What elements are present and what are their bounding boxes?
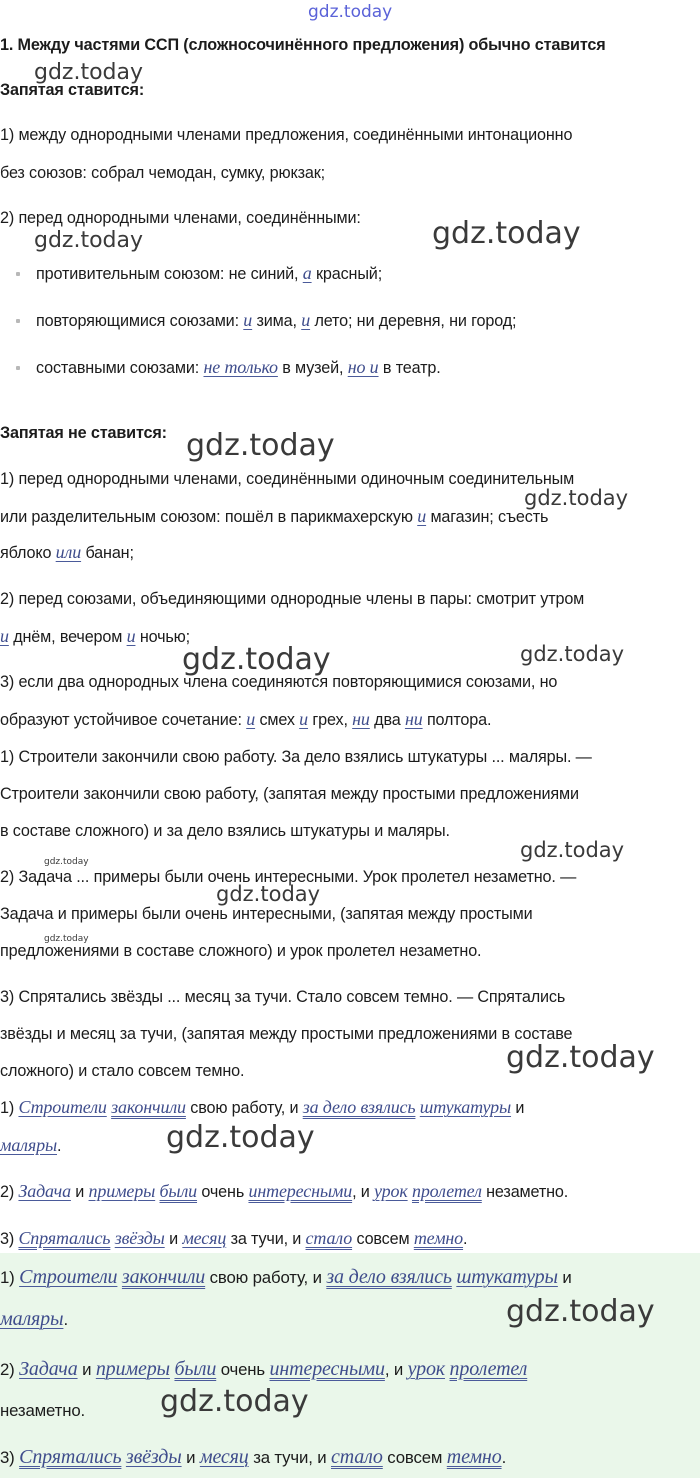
- number: 2): [0, 1183, 15, 1201]
- predicate: интересными: [248, 1181, 353, 1201]
- rule-not-1b: [0, 505, 700, 528]
- union: и: [417, 506, 427, 526]
- answer-1-line-2: Строители закончили свою работу, (запятая между простыми предложениями: [0, 785, 579, 803]
- rule-used-1b: без союзов: собрал чемодан, сумку, рюкзак;: [0, 164, 325, 182]
- subject: штукатуры: [419, 1097, 512, 1117]
- number: 1): [0, 1268, 15, 1287]
- predicate: закончили: [111, 1097, 186, 1117]
- bullet: [16, 272, 20, 276]
- watermark: gdz.today: [182, 642, 331, 677]
- text: совсем: [356, 1230, 410, 1248]
- predicate: стало: [330, 1446, 383, 1468]
- text: два: [374, 711, 401, 729]
- answer-1-line-3: в составе сложного) и за дело взялись штукатуры и маляры.: [0, 822, 450, 840]
- text: в музей,: [282, 359, 344, 377]
- predicate: за дело взялись: [302, 1097, 416, 1117]
- number: 3): [0, 1448, 15, 1467]
- union: а: [302, 263, 312, 283]
- watermark: gdz.today: [166, 1120, 315, 1155]
- union: не только: [203, 357, 278, 377]
- text: за тучи, и: [230, 1230, 302, 1248]
- answer-3-line-1: 3) Спрятались звёзды ... месяц за тучи. Стало совсем темно. — Спрятались: [0, 988, 566, 1006]
- text: составными союзами:: [36, 359, 200, 377]
- bullet-item-3: [36, 356, 700, 379]
- text: .: [501, 1448, 507, 1467]
- subject: Строители: [18, 1097, 107, 1117]
- predicate: пролетел: [411, 1181, 482, 1201]
- subject: штукатуры: [456, 1266, 558, 1288]
- text: и: [515, 1099, 525, 1117]
- watermark: gdz.today: [34, 60, 144, 85]
- union: и: [301, 310, 311, 330]
- text: и: [169, 1230, 178, 1248]
- parsed-sentence-2: [0, 1180, 700, 1203]
- predicate: были: [174, 1358, 217, 1380]
- rule-used-2: 2) перед однородными членами, соединёнными:: [0, 209, 361, 227]
- rule-not-1a: 1) перед однородными членами, соединёнными одиночным соединительным: [0, 470, 575, 488]
- predicate: Спрятались: [18, 1228, 111, 1248]
- union: или: [55, 542, 82, 562]
- subject: примеры: [88, 1181, 156, 1201]
- watermark: gdz.today: [216, 882, 321, 906]
- union: и: [299, 709, 309, 729]
- predicate: темно: [446, 1446, 502, 1468]
- text: днём, вечером: [13, 628, 123, 646]
- text: в театр.: [382, 359, 441, 377]
- union: и: [0, 626, 9, 646]
- union: и: [246, 709, 256, 729]
- text: свою работу, и: [209, 1268, 322, 1287]
- watermark: gdz.today: [520, 642, 625, 666]
- answer-2-line-3: предложениями в составе сложного) и урок пролетел незаметно.: [0, 942, 482, 960]
- text: .: [57, 1137, 62, 1155]
- text: очень: [220, 1360, 266, 1379]
- bullet-item-2: [36, 309, 700, 332]
- text: магазин; съесть: [430, 508, 549, 526]
- green-sentence-2-cont: незаметно.: [0, 1401, 86, 1420]
- subject: маляры: [0, 1308, 64, 1330]
- text: и: [75, 1183, 85, 1201]
- subject: месяц: [182, 1228, 227, 1248]
- predicate: были: [159, 1181, 198, 1201]
- watermark: gdz.today: [506, 1040, 655, 1075]
- bullet: [16, 366, 20, 370]
- watermark: gdz.today: [160, 1384, 309, 1419]
- watermark: gdz.today: [44, 857, 89, 867]
- watermark: gdz.today: [308, 2, 393, 22]
- subject: звёзды: [125, 1446, 182, 1468]
- text: и: [186, 1448, 196, 1467]
- predicate: закончили: [121, 1266, 206, 1288]
- watermark: gdz.today: [432, 216, 581, 251]
- predicate: Спрятались: [19, 1446, 122, 1468]
- subject: урок: [407, 1358, 446, 1380]
- text: незаметно.: [486, 1183, 569, 1201]
- text: , и: [352, 1183, 370, 1201]
- number: 3): [0, 1230, 15, 1248]
- text: образуют устойчивое сочетание:: [0, 711, 242, 729]
- text: противительным союзом: не синий,: [36, 265, 299, 283]
- number: 2): [0, 1360, 15, 1379]
- watermark: gdz.today: [186, 428, 335, 463]
- text: очень: [201, 1183, 245, 1201]
- answer-3-line-2: звёзды и месяц за тучи, (запятая между простыми предложениями в составе: [0, 1025, 573, 1043]
- text: яблоко: [0, 544, 52, 562]
- subject: урок: [374, 1181, 408, 1201]
- answer-3-line-3: сложного) и стало совсем темно.: [0, 1062, 245, 1080]
- number: 1): [0, 1099, 15, 1117]
- text: банан;: [85, 544, 134, 562]
- union: ни: [404, 709, 423, 729]
- watermark: gdz.today: [34, 228, 144, 253]
- green-sentence-2: [0, 1358, 700, 1381]
- green-sentence-3: [0, 1446, 700, 1469]
- text: ночью;: [139, 628, 191, 646]
- text: и: [562, 1268, 572, 1287]
- text: и: [82, 1360, 92, 1379]
- subject: маляры: [0, 1135, 57, 1155]
- rule-not-1c: [0, 541, 700, 564]
- green-sentence-1-cont: [0, 1308, 700, 1331]
- text: смех: [259, 711, 295, 729]
- text: совсем: [387, 1448, 443, 1467]
- predicate: пролетел: [449, 1358, 528, 1380]
- predicate: стало: [305, 1228, 353, 1248]
- bullet: [16, 319, 20, 323]
- subject: Задача: [18, 1181, 71, 1201]
- text: , и: [384, 1360, 404, 1379]
- text: полтора.: [426, 711, 492, 729]
- text: красный;: [315, 265, 383, 283]
- text: за тучи, и: [253, 1448, 327, 1467]
- watermark: gdz.today: [506, 1294, 655, 1329]
- parsed-sentence-1: [0, 1096, 700, 1119]
- parsed-sentence-1-cont: [0, 1134, 700, 1157]
- predicate: за дело взялись: [326, 1266, 452, 1288]
- text: грех,: [312, 711, 348, 729]
- union: но и: [347, 357, 379, 377]
- text: .: [63, 1310, 68, 1329]
- parsed-sentence-3: [0, 1227, 700, 1250]
- text: лето; ни деревня, ни город;: [314, 312, 517, 330]
- subject: примеры: [95, 1358, 170, 1380]
- text: .: [463, 1230, 468, 1248]
- subject: месяц: [199, 1446, 249, 1468]
- rule-not-2a: 2) перед союзами, объединяющими однородные члены в пары: смотрит утром: [0, 590, 585, 608]
- watermark: gdz.today: [520, 838, 625, 862]
- predicate: интересными: [269, 1358, 385, 1380]
- comma-not-used-title: Запятая не ставится:: [0, 424, 167, 442]
- union: и: [243, 310, 253, 330]
- subject: звёзды: [114, 1228, 165, 1248]
- rule-not-3a: 3) если два однородных члена соединяются повторяющимися союзами, но: [0, 673, 558, 691]
- rule-heading: 1. Между частями ССП (сложносочинённого предложения) обычно ставится: [0, 36, 606, 54]
- watermark: gdz.today: [44, 934, 89, 944]
- text: или разделительным союзом: пошёл в парикмахерскую: [0, 508, 413, 526]
- union: ни: [352, 709, 370, 729]
- answer-2-line-2: Задача и примеры были очень интересными, (запятая между простыми: [0, 905, 533, 923]
- rule-used-1a: 1) между однородными членами предложения, соединёнными интонационно: [0, 126, 573, 144]
- answer-2-line-1: 2) Задача ... примеры были очень интересными. Урок пролетел незаметно. —: [0, 868, 577, 886]
- subject: Строители: [19, 1266, 118, 1288]
- answer-1-line-1: 1) Строители закончили свою работу. За дело взялись штукатуры ... маляры. —: [0, 748, 592, 766]
- comma-used-title: Запятая ставится:: [0, 81, 145, 99]
- green-sentence-1: [0, 1266, 700, 1289]
- predicate: темно: [413, 1228, 464, 1248]
- subject: Задача: [19, 1358, 78, 1380]
- rule-not-3b: [0, 708, 700, 731]
- bullet-item-1: [36, 262, 700, 285]
- rule-not-2b: [0, 625, 700, 648]
- text: повторяющимися союзами:: [36, 312, 239, 330]
- text: свою работу, и: [190, 1099, 299, 1117]
- text: зима,: [256, 312, 297, 330]
- watermark: gdz.today: [524, 486, 629, 510]
- union: и: [126, 626, 136, 646]
